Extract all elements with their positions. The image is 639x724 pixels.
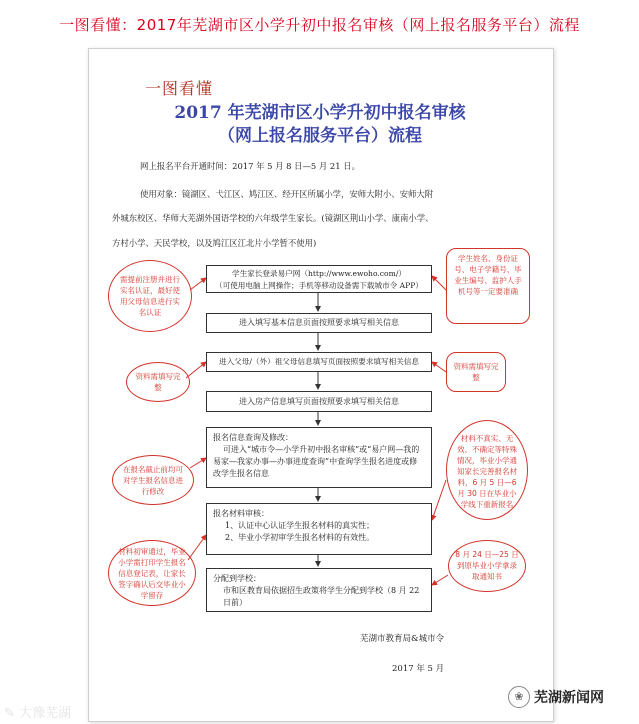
info-target-line1: 使用对象：镜湖区、弋江区、鸠江区、经开区所属小学，安师大附小、安师大附	[140, 189, 434, 199]
info-target-line2: 外城东校区、华师大芜湖外国语学校的六年级学生家长。(镜湖区荆山小学、康南小学、	[112, 213, 434, 223]
note-complete-2: 资料需填写完整	[446, 352, 506, 392]
step-query-modify	[206, 427, 432, 488]
doc-kicker: 一图看懂	[145, 79, 214, 98]
step-parent-info: 进入父母/（外）祖父母信息填写页面按照要求填写相关信息	[206, 352, 432, 372]
watermark-left-icon: ✎	[4, 706, 15, 721]
step-login	[206, 265, 432, 293]
step-login-line2: （可使用电脑上网操作；手机等移动设备需下载城市令 APP）	[215, 281, 423, 290]
step-material-review	[206, 503, 432, 555]
step-house-info: 进入房产信息填写页面按照要求填写相关信息	[206, 391, 432, 412]
note-invalid-material: 材料不真实、无效、不确定等特殊情况，毕业小学通知家长完善报名材料，6 月 5 日—6 月 30 日在毕业小学线下重新报名	[446, 420, 528, 520]
note-print-form: 材料初审通过，毕业小学需打印学生报名信息登记表，让家长签字确认后交毕业小学留存	[108, 540, 196, 606]
note-accuracy: 学生姓名、身份证号、电子学籍号、毕业生编号、监护人手机号等一定要准确	[446, 248, 530, 324]
note-complete-1: 资料需填写完整	[126, 362, 190, 402]
step-assign-school	[206, 568, 432, 612]
step-basic-info: 进入填写基本信息页面按照要求填写相关信息	[206, 313, 432, 333]
step-query-title: 报名信息查询及修改：	[213, 433, 293, 442]
step-login-line1: 学生家长登录易户网（http://www.ewoho.com/）	[232, 269, 406, 278]
step-assign-title: 分配到学校：	[213, 574, 261, 583]
step-review-title: 报名材料审核：	[213, 509, 269, 518]
step-review-line1: 1、认证中心认证学生报名材料的真实性；	[225, 521, 375, 530]
step-review-line2: 2、毕业小学初审学生报名材料的有效性。	[225, 533, 375, 542]
watermark-left: ✎ 大豫芜湖	[4, 706, 72, 721]
sign-organization: 芜湖市教育局&城市令	[360, 634, 445, 644]
step-assign-body: 市和区教育局依据招生政策将学生分配到学校（8 月 22 日前）	[223, 586, 420, 607]
page-header-title: 一图看懂：2017年芜湖市区小学升初中报名审核（网上报名服务平台）流程	[59, 16, 580, 34]
doc-title-line2: （网上报名服务平台）流程	[218, 126, 422, 146]
sign-date: 2017 年 5 月	[392, 664, 445, 674]
note-admission-letter: 8 月 24 日—25 日到原毕业小学拿录取通知书	[448, 540, 526, 592]
info-target-line3: 方村小学、天民学校，以及鸠江区江北片小学暂不使用)	[112, 238, 317, 248]
note-modify: 在报名截止前均可对学生报名信息进行修改	[112, 455, 194, 505]
doc-title-line1: 2017 年芜湖市区小学升初中报名审核	[174, 103, 466, 123]
note-register: 需提前注册并进行实名认证，最好使用父母信息进行实名认证	[108, 260, 192, 332]
wechat-icon: ❀	[508, 686, 530, 708]
info-open-time: 网上报名平台开通时间：2017 年 5 月 8 日—5 月 21 日。	[140, 161, 361, 171]
watermark-right: ❀ 芜湖新闻网	[508, 686, 604, 708]
step-query-body: 可进入“城市令—小学升初中报名审核”或“易户网—我的易家—我家办事—办事进度查询”中查询学生报名进度或修改学生报名信息	[213, 445, 420, 478]
